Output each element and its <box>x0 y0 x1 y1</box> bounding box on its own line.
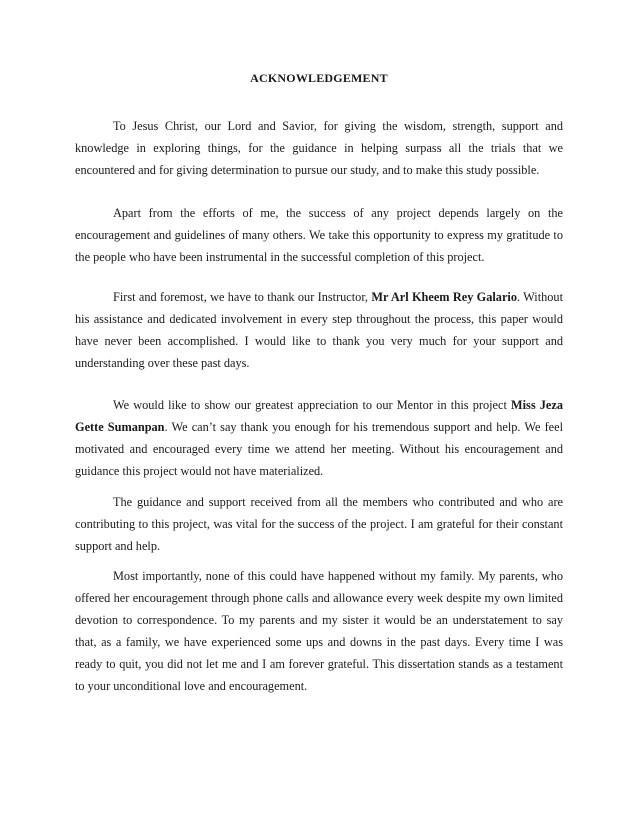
paragraph-instructor <box>75 286 563 374</box>
instructor-text-after: . Without his assistance and dedicated involvement in every step throughout the process, this paper would have never been accomplished. I would like to thank you very much for your support and understanding over these past days. <box>75 290 563 370</box>
instructor-text-before: First and foremost, we have to thank our Instructor, <box>113 290 372 304</box>
paragraph-mentor <box>75 394 563 482</box>
paragraph-family: Most importantly, none of this could have happened without my family. My parents, who offered her encouragement through phone calls and allowance every week despite my own limited devotion to correspondence. To my parents and my sister it would be an understatement to say that, as a family, we have experienced some ups and downs in the past days. Every time I was ready to quit, you did not let me and I am forever grateful. This dissertation stands as a testament to your unconditional love and encouragement. <box>75 569 563 693</box>
instructor-name: Mr Arl Kheem Rey Galario <box>371 290 517 304</box>
mentor-text-before: We would like to show our greatest appreciation to our Mentor in this project <box>113 398 512 412</box>
page-title: ACKNOWLEDGEMENT <box>250 71 388 85</box>
mentor-name: Miss Jeza Gette Sumanpan <box>75 398 563 434</box>
mentor-text-after: . We can’t say thank you enough for his tremendous support and help. We feel motivated and encouraged every time we attend her meeting. Without his encouragement and guidance this project would not have materialized. <box>75 420 564 478</box>
paragraph-gratitude-others: Apart from the efforts of me, the success of any project depends largely on the encouragement and guidelines of many others. We take this opportunity to express my gratitude to the people who have been instrumental in the successful completion of this project. <box>75 206 563 264</box>
paragraph-gratitude-god: To Jesus Christ, our Lord and Savior, for giving the wisdom, strength, support and knowledge in exploring things, for the guidance in helping surpass all the trials that we encountered and for giving determination to pursue our study, and to make this study possible. <box>75 119 563 177</box>
paragraph-members: The guidance and support received from all the members who contributed and who are contributing to this project, was vital for the success of the project. I am grateful for their constant support and help. <box>75 495 563 553</box>
